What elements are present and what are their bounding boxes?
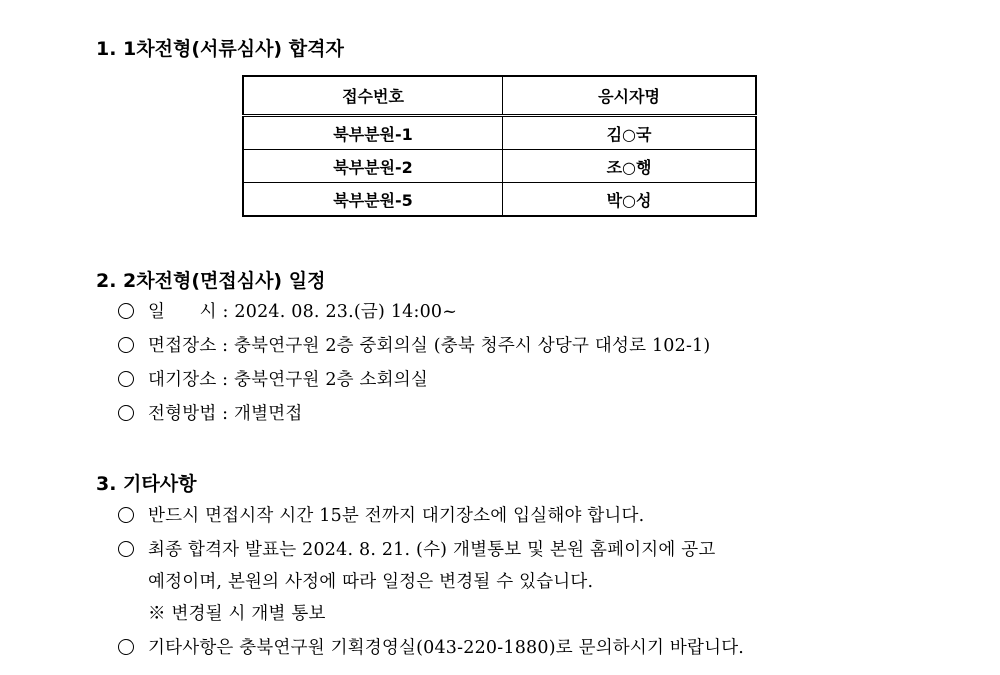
- circle-bullet-icon: [118, 337, 134, 353]
- cell-application-number: 북부분원-5: [243, 183, 503, 217]
- table-row: [243, 150, 756, 183]
- schedule-text: 전형방법 : 개별면접: [148, 404, 303, 424]
- section3-heading: 3. 기타사항: [96, 473, 197, 495]
- circle-bullet-icon: [118, 507, 134, 523]
- circle-bullet-icon: [118, 371, 134, 387]
- schedule-item-date: [118, 298, 457, 323]
- cell-applicant-name: 박○성: [503, 183, 757, 217]
- table-header-row: [243, 76, 756, 116]
- notice-text: 최종 합격자 발표는 2024. 8. 21. (수) 개별통보 및 본원 홈페이지에 공고: [148, 540, 716, 560]
- notice-text: 반드시 면접시작 시간 15분 전까지 대기장소에 입실해야 합니다.: [148, 506, 645, 526]
- section1-heading: 1. 1차전형(서류심사) 합격자: [96, 38, 344, 60]
- notice-text: 기타사항은 충북연구원 기획경영실(043-220-1880)로 문의하시기 바랍니다.: [148, 638, 745, 658]
- notice-item: [118, 634, 744, 659]
- header-applicant-name: 응시자명: [503, 76, 757, 116]
- notice-item: [118, 502, 644, 527]
- schedule-item-venue: [118, 332, 710, 357]
- schedule-item-method: [118, 400, 302, 425]
- circle-bullet-icon: [118, 541, 134, 557]
- schedule-text: 일 시 : 2024. 08. 23.(금) 14:00~: [148, 302, 458, 322]
- circle-bullet-icon: [118, 405, 134, 421]
- cell-applicant-name: 김○국: [503, 116, 757, 150]
- notice-continuation: 예정이며, 본원의 사정에 따라 일정은 변경될 수 있습니다.: [148, 572, 594, 592]
- circle-bullet-icon: [118, 639, 134, 655]
- schedule-item-waiting-room: [118, 366, 428, 391]
- notice-note: ※ 변경될 시 개별 통보: [148, 604, 326, 624]
- table-row: [243, 183, 756, 217]
- header-application-number: 접수번호: [243, 76, 503, 116]
- notice-item: [118, 536, 716, 561]
- cell-application-number: 북부분원-2: [243, 150, 503, 183]
- table-row: [243, 116, 756, 150]
- schedule-text: 면접장소 : 충북연구원 2층 중회의실 (충북 청주시 상당구 대성로 102-1): [148, 336, 711, 356]
- passers-table: [242, 75, 757, 217]
- schedule-text: 대기장소 : 충북연구원 2층 소회의실: [148, 370, 428, 390]
- cell-application-number: 북부분원-1: [243, 116, 503, 150]
- circle-bullet-icon: [118, 303, 134, 319]
- section2-heading: 2. 2차전형(면접심사) 일정: [96, 270, 326, 292]
- cell-applicant-name: 조○행: [503, 150, 757, 183]
